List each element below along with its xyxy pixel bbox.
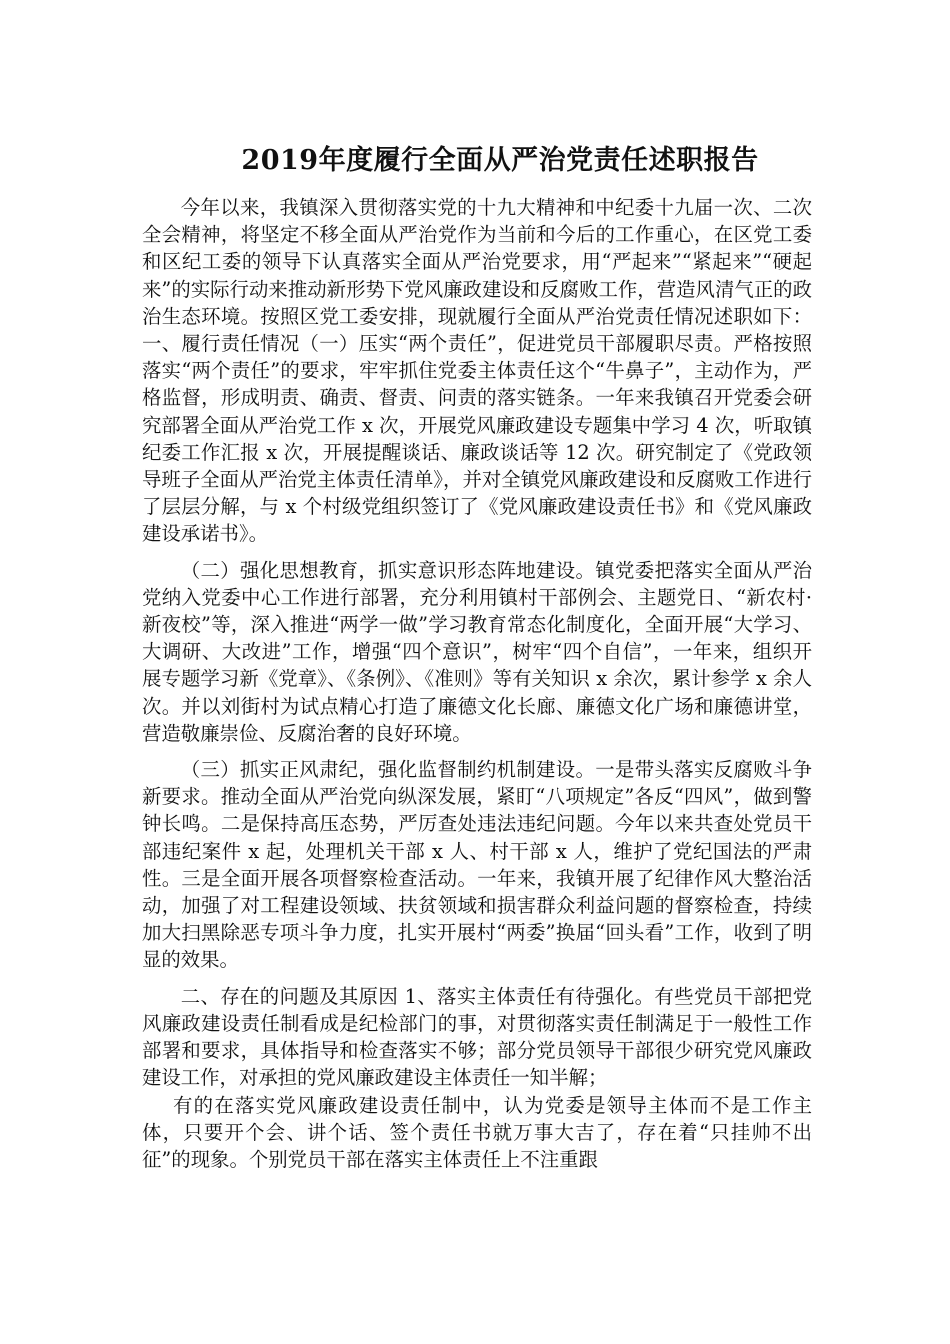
paragraph-intro: 今年以来，我镇深入贯彻落实党的十九大精神和中纪委十九届一次、二次全会精神，将坚定不移全面从严治党作为当前和今后的工作重心，在区党工委和区纪工委的领导下认真落实全面从严治党要求，用“严起来”“紧起来”“硬起来”的实际行动来推动新形势下党风廉政建设和反腐败工作，营造风清气正的政治生态环境。按照区党工委安排，现就履行全面从严治党责任情况述职如下：一、履行责任情况（一）压实“两个责任”，促进党员干部履职尽责。严格按照落实“两个责任”的要求，牢牢抓住党委主体责任这个“牛鼻子”，主动作为，严格监督，形成明责、确责、督责、问责的落实链条。一年来我镇召开党委会研究部署全面从严治党工作 x 次，开展党风廉政建设专题集中学习 4 次，听取镇纪委工作汇报 x 次，开展提醒谈话、廉政谈话等 12 次。研究制定了《党政领导班子全面从严治党主体责任清单》，并对全镇党风廉政建设和反腐败工作进行了层层分解，与 x 个村级党组织签订了《党风廉政建设责任书》和《党风廉政建设承诺书》。 xyxy=(142,196,812,546)
paragraph-problems: 二、存在的问题及其原因 1、落实主体责任有待强化。有些党员干部把党风廉政建设责任制看成是纪检部门的事，对贯彻落实责任制满足于一般性工作部署和要求，具体指导和检查落实不够；部分党员领导干部很少研究党风廉政建设工作，对承担的党风廉政建设主体责任一知半解； xyxy=(142,984,812,1090)
paragraph-discipline: （三）抓实正风肃纪，强化监督制约机制建设。一是带头落实反腐败斗争新要求。推动全面从严治党向纵深发展，紧盯“八项规定”各反“四风”，做到警钟长鸣。二是保持高压态势，严厉查处违法违纪问题。今年以来共查处党员干部违纪案件 x 起，处理机关干部 x 人、村干部 x 人，维护了党纪国法的严肃性。三是全面开展各项督察检查活动。一年来，我镇开展了纪律作风大整治活动，加强了对工程建设领域、扶贫领域和损害群众利益问题的督察检查，持续加大扫黑除恶专项斗争力度，扎实开展村“两委”换届“回头看”工作，收到了明显的效果。 xyxy=(142,758,812,972)
document-body xyxy=(142,194,812,1173)
document-title: 2019年度履行全面从严治党责任述职报告 xyxy=(241,145,759,176)
paragraph-education: （二）强化思想教育，抓实意识形态阵地建设。镇党委把落实全面从严治党纳入党委中心工作进行部署，充分利用镇村干部例会、主题党日、“新农村·新夜校”等，深入推进“两学一做”学习教育常态化制度化，全面开展“大学习、大调研、大改进”工作，增强“四个意识”，树牢“四个自信”，一年来，组织开展专题学习新《党章》、《条例》、《准则》等有关知识 x 余次，累计参学 x 余人次。并以刘街村为试点精心打造了廉德文化长廊、廉德文化广场和廉德讲堂，营造敬廉崇俭、反腐治奢的良好环境。 xyxy=(142,558,812,745)
paragraph-problems-continued: 有的在落实党风廉政建设责任制中，认为党委是领导主体而不是工作主体，只要开个会、讲个话、签个责任书就万事大吉了，存在着“只挂帅不出征”的现象。个别党员干部在落实主体责任上不注重跟 xyxy=(142,1093,812,1171)
